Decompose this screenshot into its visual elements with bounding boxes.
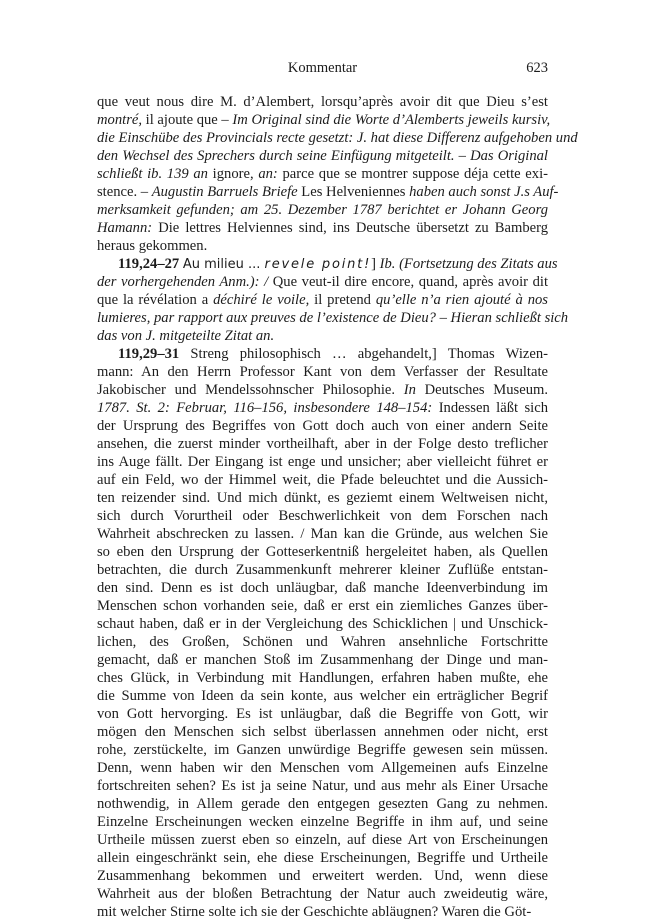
text-span: Einzelne Erscheinungen wecken einzelne Begriffe in ihm auf, und seine — [97, 814, 548, 830]
text-span: que veut nous dire M. d’Alembert, lorsqu’après avoir dit que Dieu s’est — [97, 94, 548, 110]
page-number: 623 — [526, 60, 548, 76]
text-line — [97, 543, 548, 561]
text-line — [97, 309, 569, 327]
text-line — [97, 615, 548, 633]
text-line — [97, 345, 548, 363]
text-line — [97, 561, 548, 579]
italic-text: schließt ib. 139 an — [97, 166, 208, 182]
text-line — [97, 723, 548, 741]
line-reference: 119, — [118, 346, 143, 362]
text-span: Les Helveniennes — [297, 184, 410, 200]
text-line — [97, 327, 548, 345]
text-span: ten reizender sind. Und mich dünkt, es geziemt einem Weltweisen nicht, — [97, 490, 548, 506]
italic-text: die Einschübe des Provincials recte gesetzt: J. hat diese Differenz aufgehoben und — [97, 130, 578, 146]
text-line — [97, 291, 548, 309]
text-span: Deutsches Museum. — [415, 382, 548, 398]
italic-text: das von J. mitgeteilte Zitat an. — [97, 328, 275, 344]
italic-text: an: — [258, 166, 278, 182]
text-span: Indessen läßt sich — [432, 400, 548, 416]
italic-text: den Wechsel des Sprechers durch seine Einfügung mitgeteilt. – Das Original — [97, 148, 548, 164]
text-span: mit welcher Stirne solte ich sie der Geschichte abläugnen? Waren die Göt- — [97, 904, 532, 920]
italic-text: der vorhergehenden Anm.): / — [97, 274, 269, 290]
italic-text: haben auch sonst J.s Auf- — [409, 184, 559, 200]
italic-text: Ib. (Fortsetzung des Zitats aus — [379, 256, 558, 272]
text-span: Jakobischer und Mendelssohnscher Philosophie. — [97, 382, 404, 398]
text-line — [97, 741, 548, 759]
text-line — [97, 93, 548, 111]
italic-text: In — [403, 382, 416, 398]
text-span: ansehen, die zuerst minder vortheilhaft, aber in der Folge desto treflicher — [97, 436, 548, 452]
italic-text: merksamkeit gefunden; am 25. Dezember 1787 berichtet er Johann Georg — [97, 202, 548, 218]
text-line — [97, 219, 548, 237]
text-span: parce que se montrer suppose déja cette exi- — [277, 166, 548, 182]
text-span: der Ursprung des Begriffes von Gott doch auch von einer andern Seite — [97, 418, 548, 434]
text-line — [97, 651, 548, 669]
text-span: ins Auge fällt. Der Eingang ist enge und unsicher; aber vielleicht führet er — [97, 454, 548, 470]
line-reference: 24–27 — [142, 256, 180, 272]
text-span: allein eingeschränkt sein, ehe diese Erscheinungen, Begriffe und Urtheile — [97, 850, 548, 866]
text-span: Que veut-il dire encore, quand, après avoir dit — [268, 274, 548, 290]
text-span: auf ein Feld, wo der Himmel weit, die Pfade beleuchtet und die Aussich- — [97, 472, 548, 488]
text-line — [97, 705, 548, 723]
text-line — [97, 471, 548, 489]
text-span: Die lettres Helviennes sind, ins Deutsche übersetzt zu Bamberg — [152, 220, 548, 236]
text-span: sich durch Vorurtheil oder Beschwerlichkeit von dem Forschen nach — [97, 508, 548, 524]
text-span: Menschen schon vorhanden seie, daß er erst ein ziemliches Ganzes über- — [97, 598, 548, 614]
text-line — [97, 669, 548, 687]
text-span: mann: An den Herrn Professor Kant von dem Verfasser der Resultate — [97, 364, 548, 380]
text-line — [97, 777, 548, 795]
text-span: lichen, des Großen, Schönen und Wahren ansehnliche Fortschritte — [97, 634, 548, 650]
text-line — [97, 237, 548, 255]
text-line — [97, 183, 559, 201]
text-span: betrachten, die durch Zusammenkunft mehrerer kleiner Zuflüße entstan- — [97, 562, 548, 578]
line-reference: 119, — [118, 256, 143, 272]
text-line — [97, 399, 548, 417]
text-span: rohe, zerstückelte, im Ganzen unwürdige Begriffe gewesen sein müssen. — [97, 742, 548, 758]
text-span: ignore, — [207, 166, 259, 182]
text-line — [97, 201, 548, 219]
text-line — [97, 453, 548, 471]
text-span: Wahrheit aus der bloßen Betrachtung der Natur auch zweideutig wäre, — [97, 886, 548, 902]
italic-text: Hamann: — [97, 220, 153, 236]
text-line — [97, 489, 548, 507]
text-span: schaut haben, daß er in der Vergleichung des Schicklichen | und Unschick- — [97, 616, 548, 632]
text-span: mögen den Menschen sich selbst überlassen annehmen oder nicht, erst — [97, 724, 548, 740]
italic-text: montré, — [97, 112, 142, 128]
text-line — [97, 579, 548, 597]
text-line — [97, 885, 548, 903]
text-span: stence. – — [97, 184, 152, 200]
text-line — [97, 813, 548, 831]
italic-text: déchiré le voile, — [213, 292, 310, 308]
italic-text: 1787. St. 2: Februar, 116–156, insbesondere 148–154: — [97, 400, 433, 416]
text-span: Streng philosophisch … abgehandelt,] Thomas Wizen- — [179, 346, 548, 362]
italic-text: lumieres, par rapport aux preuves de l’existence de Dieu? – Hieran schließt sich — [97, 310, 569, 326]
line-reference: 29–31 — [142, 346, 180, 362]
text-span: den sind. Denn es ist doch unläugbar, daß manche Ideenverbindung im — [97, 580, 548, 596]
text-span: ches Glück, in Verbindung mit Handlungen, erfahren haben mußte, ehe — [97, 670, 548, 686]
text-span: von Gott hervorging. Es ist unläugbar, daß die Begriffe von Gott, wir — [97, 706, 548, 722]
text-span: Urtheile müssen zuerst eben so einzeln, auf diese Art von Erscheinungen — [97, 832, 548, 848]
text-span: heraus gekommen. — [97, 238, 208, 254]
page-header — [97, 60, 548, 80]
text-line — [97, 147, 548, 165]
text-span: gemacht, daß er manchen Stoß im Zusammenhang der Dinge und man- — [97, 652, 548, 668]
text-span: ] — [371, 256, 380, 272]
text-line — [97, 687, 548, 705]
text-span: il pretend — [309, 292, 376, 308]
text-line — [97, 597, 548, 615]
text-span: que la révélation a — [97, 292, 214, 308]
text-line — [97, 525, 548, 543]
text-line — [97, 633, 548, 651]
text-line — [97, 867, 548, 885]
text-span: die Summe von Ideen da sein konte, aus welcher ein erträglicher Begrif — [97, 688, 548, 704]
text-line — [97, 381, 548, 399]
italic-text: revele point! — [264, 257, 372, 272]
text-line — [97, 111, 551, 129]
text-line — [97, 417, 548, 435]
commentary-text — [97, 93, 578, 921]
italic-text: Augustin Barruels Briefe — [151, 184, 298, 200]
text-line — [97, 255, 558, 273]
text-span: Wahrheit abschrecken zu lassen. / Man kan die Gründe, aus welchen Sie — [97, 526, 548, 542]
text-span: Au milieu ... — [182, 257, 265, 272]
text-line — [97, 165, 548, 183]
text-line — [97, 795, 548, 813]
text-line — [97, 129, 578, 147]
text-span: fortschreiten sehen? Es ist ja seine Natur, und aus mehr als Einer Ursache — [97, 778, 548, 794]
text-line — [97, 831, 548, 849]
text-span: Zusammenhang bekommen und erweitert werden. Und, wenn diese — [97, 868, 548, 884]
italic-text: qu’elle n’a rien ajouté à nos — [375, 292, 548, 308]
text-span: so eben den Ursprung der Gotteserkentniß hergeleitet haben, als Quellen — [97, 544, 548, 560]
text-span: Denn, wenn haben wir den Menschen vom Allgemeinen aufs Einzelne — [97, 760, 548, 776]
text-span: nothwendig, in Allem gerade den entgegen gesezten Gang zu nehmen. — [97, 796, 548, 812]
text-line — [97, 849, 548, 867]
text-line — [97, 759, 548, 777]
text-line — [97, 273, 548, 291]
text-line — [97, 435, 548, 453]
italic-text: Im Original sind die Worte d’Alemberts jeweils kursiv, — [232, 112, 551, 128]
text-span: il ajoute que – — [142, 112, 233, 128]
running-head: Kommentar — [287, 60, 358, 76]
text-line — [97, 507, 548, 525]
text-line — [97, 363, 548, 381]
text-line — [97, 903, 548, 921]
